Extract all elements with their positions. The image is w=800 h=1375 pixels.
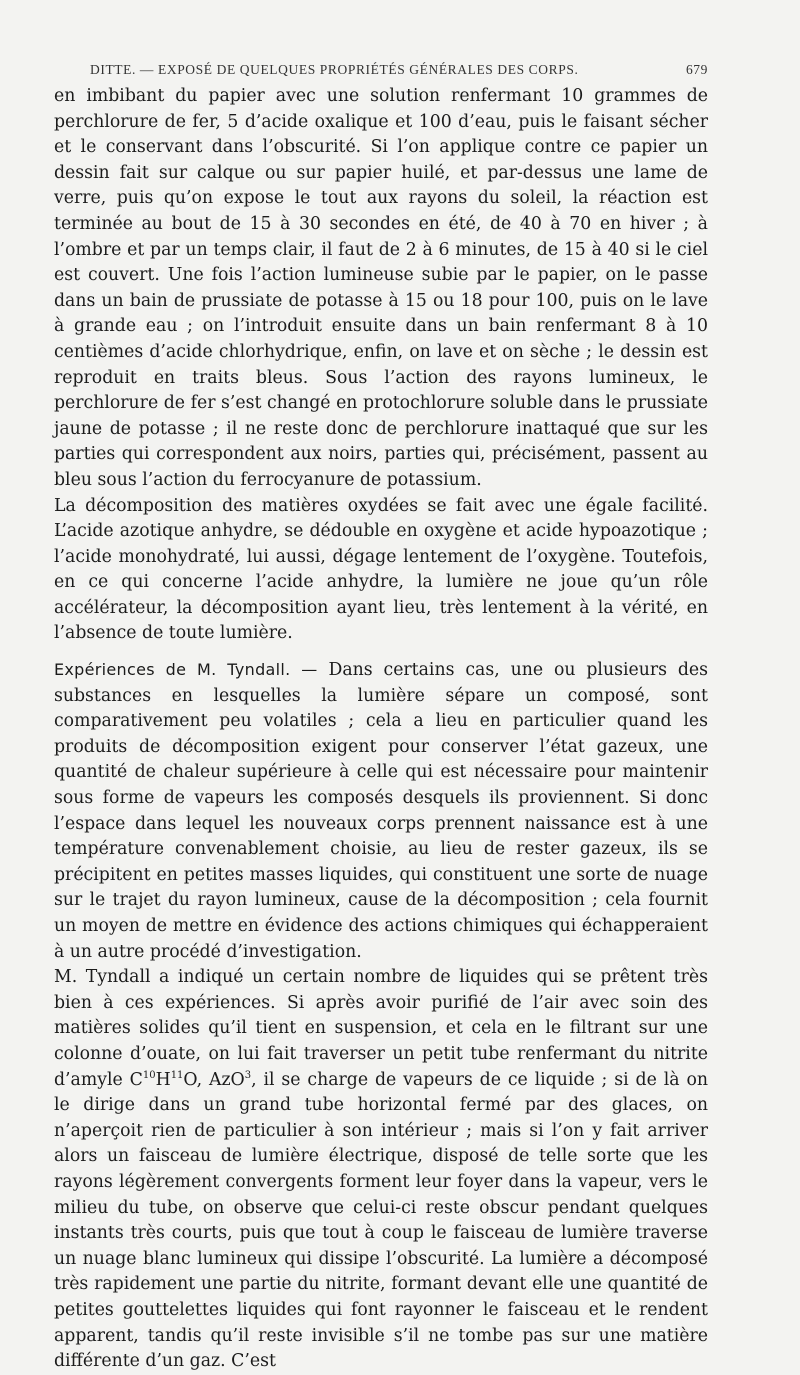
formula-part: H <box>155 1069 171 1090</box>
paragraph-tyndall-experiment <box>54 965 708 1375</box>
running-title: DITTE. — EXPOSÉ DE QUELQUES PROPRIÉTÉS GÉNÉRALES DES CORPS. <box>90 62 579 77</box>
formula-superscript: 10 <box>142 1069 156 1081</box>
paragraph-text-part: M. Tyndall a indiqué un certain nombre de liquides qui se prêtent très bien à ces expériences. Si après avoir purifié de l’air avec soin des matières solides qu’il tient en suspension, et cela en le filtrant sur une colonne d’ouate, on lui fait traverser un petit tube renfermant du nitrite d’amyle C <box>54 967 708 1090</box>
page-number: 679 <box>685 62 708 77</box>
paragraph-ferric-paper: en imbibant du papier avec une solution renfermant 10 grammes de perchlorure de fer, 5 d’acide oxalique et 100 d’eau, puis le faisant sécher et le conservant dans l’obscurité. Si l’on applique contre ce papier un dessin fait sur calque ou sur papier huilé, et par-dessus une lame de verre, puis qu’on expose le tout aux rayons du soleil, la réaction est terminée au bout de 15 à 30 secondes en été, de 40 à 70 en hiver ; à l’ombre et par un temps clair, il faut de 2 à 6 minutes, de 15 à 40 si le ciel est couvert. Une fois l’action lumineuse subie par le papier, on le passe dans un bain de prussiate de potasse à 15 ou 18 pour 100, puis on le lave à grande eau ; on l’introduit ensuite dans un bain renfermant 8 à 10 centièmes d’acide chlorhydrique, enfin, on lave et on sèche ; le dessin est reproduit en traits bleus. Sous l’action des rayons lumineux, le perchlorure de fer s’est changé en protochlorure soluble dans le prussiate jaune de potasse ; il ne reste donc de perchlorure inattaqué que sur les parties qui correspondent aux noirs, parties qui, précisément, passent au bleu sous l’action du ferrocyanure de potassium. <box>54 86 708 490</box>
paragraph-text-part: , il se charge de vapeurs de ce liquide ; si de là on le dirige dans un grand tube horizontal fermé par des glaces, on n’aperçoit rien de particulier à son intérieur ; mais si l’on y fait arriver alors un faisceau de lumière électrique, disposé de telle sorte que les rayons légèrement convergents forment leur foyer dans la vapeur, vers le milieu du tube, on observe que celui-ci reste obscur pendant quelques instants très courts, puis que tout à coup le faisceau de lumière traverse un nuage blanc lumineux qui dissipe l’obscurité. La lumière a décomposé très rapidement une partie du nitrite, formant devant elle une quantité de petites gouttelettes liquides qui font rayonner le faisceau et le rendent apparent, tandis qu’il reste invisible s’il ne tombe pas sur une matière différente d’un gaz. C’est <box>54 1069 708 1372</box>
page <box>54 62 708 1375</box>
formula-superscript: 3 <box>244 1069 252 1081</box>
section-heading-tyndall: Expériences de M. Tyndall. — <box>54 660 318 680</box>
paragraph-tyndall-intro-text: Dans certains cas, une ou plusieurs des substances en lesquelles la lumière sépare un composé, sont comparativement peu volatiles ; cela a lieu en particulier quand les produits de décomposition exigent pour conserver l’état gazeux, une quantité de chaleur supérieure à celle qui est nécessaire pour maintenir sous forme de vapeurs les composés desquels ils proviennent. Si donc l’espace dans lequel les nouveaux corps prennent naissance est à une température convenablement choisie, au lieu de rester gazeux, ils se précipitent en petites masses liquides, qui constituent une sorte de nuage sur le trajet du rayon lumineux, cause de la décomposition ; cela fournit un moyen de mettre en évidence des actions chimiques qui échapperaient à un autre procédé d’investigation. <box>54 660 708 962</box>
section-gap <box>54 647 708 657</box>
paragraph-tyndall-intro <box>54 657 708 965</box>
formula-part: O, AzO <box>183 1069 245 1090</box>
formula-superscript: 11 <box>170 1069 184 1081</box>
paragraph-oxidized-decomposition: La décomposition des matières oxydées se fait avec une égale facilité. L’acide azotique anhydre, se dédouble en oxygène et acide hypoazotique ; l’acide monohydraté, lui aussi, dégage lentement de l’oxygène. Toutefois, en ce qui concerne l’acide anhydre, la lumière ne joue qu’un rôle accélérateur, la décomposition ayant lieu, très lentement à la vérité, en l’absence de toute lumière. <box>54 495 708 644</box>
running-head <box>54 62 708 78</box>
